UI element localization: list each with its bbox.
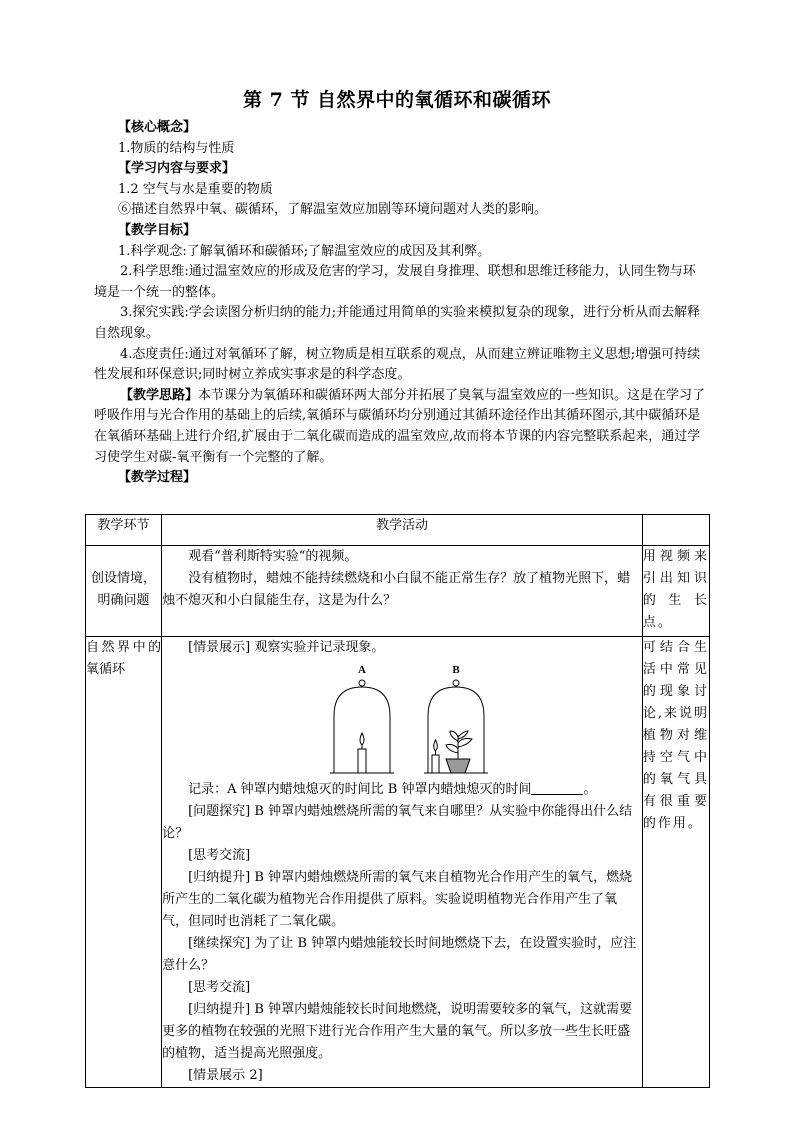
scene-line: [情景展示 2] [188, 1068, 263, 1083]
record-text: 记录：A 钟罩内蜡烛熄灭的时间比 B 钟罩内蜡烛熄灭的时间 [188, 782, 532, 797]
activity-line: 观看“普利斯特实验“的视频。 [188, 549, 358, 564]
label-b: B [452, 664, 460, 676]
goal-item: 2.科学思维:通过温室效应的形成及危害的学习，发展自身推理、联想和思维迁移能力，认同生物与环境是一个统一的整体。 [94, 264, 696, 300]
goal-item: 4.态度责任:通过对氧循环了解，树立物质是相互联系的观点，从而建立辨证唯物主义思想;增强可持续性发展和环保意识;同时树立养成实事求是的科学态度。 [94, 346, 701, 383]
bell-jar-a [330, 680, 394, 773]
discussion-line: [思考交流] [188, 980, 251, 995]
stage-cell: 创设情境，明确问题 [86, 546, 162, 637]
record-line [162, 779, 642, 801]
activity-line: [情景展示] 观察实验并记录现象。 [188, 640, 385, 655]
process-heading: 【教学过程】 [118, 470, 197, 486]
activity-line: 没有植物时，蜡烛不能持续燃烧和小白鼠不能正常生存？放了植物光照下，蜡烛不熄灭和小白鼠能生存，这是为什么？ [162, 571, 631, 608]
header-stage: 教学环节 [86, 515, 162, 546]
table-row [86, 637, 710, 1088]
note-cell: 可结合生活中常见的现象讨论,来说明植物对维持空气中的氧气具有很重要的作用。 [642, 637, 709, 1088]
teaching-idea-heading: 【教学思路】 [120, 387, 199, 403]
header-note [642, 515, 709, 546]
requirement-detail: ⑥描述自然界中氧、碳循环，了解温室效应加剧等环境问题对人类的影响。 [118, 202, 548, 218]
goal-item: 3.探究实践:学会读图分析归纳的能力;并能通过用简单的实验来模拟复杂的现象，进行分析从而去解释自然现象。 [94, 305, 701, 341]
question-line: [继续探究] 为了让 B 钟罩内蜡烛能较长时间地燃烧下去，在设置实验时，应注意什么？ [162, 936, 637, 973]
intro-section [94, 118, 706, 489]
core-concept-item: 1.物质的结构与性质 [118, 140, 235, 156]
summary-line: [归纳提升] B 钟罩内蜡烛燃烧所需的氧气来自植物光合作用产生的氧气，燃烧所产生的二氧化碳为植物光合作用提供了原料。实验说明植物光合作用产生了氧气，但同时也消耗了二氧化碳。 [162, 870, 633, 929]
stage-cell: 自然界中的氧循环 [86, 637, 162, 1088]
table-row [86, 546, 710, 637]
question-line: [问题探究] B 钟罩内蜡烛燃烧所需的氧气来自哪里？从实验中你能得出什么结论？ [162, 804, 633, 841]
answer-blank[interactable] [531, 780, 583, 795]
discussion-line: [思考交流] [188, 848, 251, 863]
table-header-row [86, 515, 710, 546]
summary-line: [归纳提升] B 钟罩内蜡烛能较长时间地燃烧，说明需要较多的氧气，这就需要更多的植物在较强的光照下进行光合作用产生大量的氧气。所以多放一些生长旺盛的植物，适当提高光照强度。 [162, 1002, 633, 1061]
activity-cell [162, 546, 643, 637]
label-a: A [358, 664, 367, 676]
goals-heading: 【教学目标】 [118, 222, 197, 238]
record-end: 。 [583, 782, 597, 797]
note-cell: 用视频来引出知识的生长点。 [642, 546, 709, 637]
goal-item: 1.科学观念:了解氧循环和碳循环;了解温室效应的成因及其利弊。 [118, 243, 491, 259]
lesson-table [85, 514, 710, 1088]
teaching-idea-paragraph [94, 386, 706, 468]
core-concept-heading: 【核心概念】 [118, 120, 197, 135]
teaching-idea-text: 本节课分为氧循环和碳循环两大部分并拓展了臭氧与温室效应的一些知识。这是在学习了呼吸作用与光合作用的基础上的后续,氧循环与碳循环均分别通过其循环途径作出其循环图示,其中碳循环是在氧循环基础上进行介绍,扩展由于二氧化碳而造成的温室效应,故而将本节课的内容完整联系起来，通过学习使学生对碳-氧平衡有一个完整的了解。 [94, 387, 706, 465]
bell-jar-figure [162, 659, 642, 779]
requirement-item: 1.2 空气与水是重要的物质 [118, 181, 273, 197]
page-title: 第 7 节 自然界中的氧循环和碳循环 [242, 89, 552, 111]
requirements-heading: 【学习内容与要求】 [118, 161, 236, 177]
bell-jar-experiment-diagram [322, 661, 492, 777]
bell-jar-b [424, 680, 488, 773]
header-activity: 教学活动 [162, 515, 643, 546]
activity-cell [162, 637, 643, 1088]
